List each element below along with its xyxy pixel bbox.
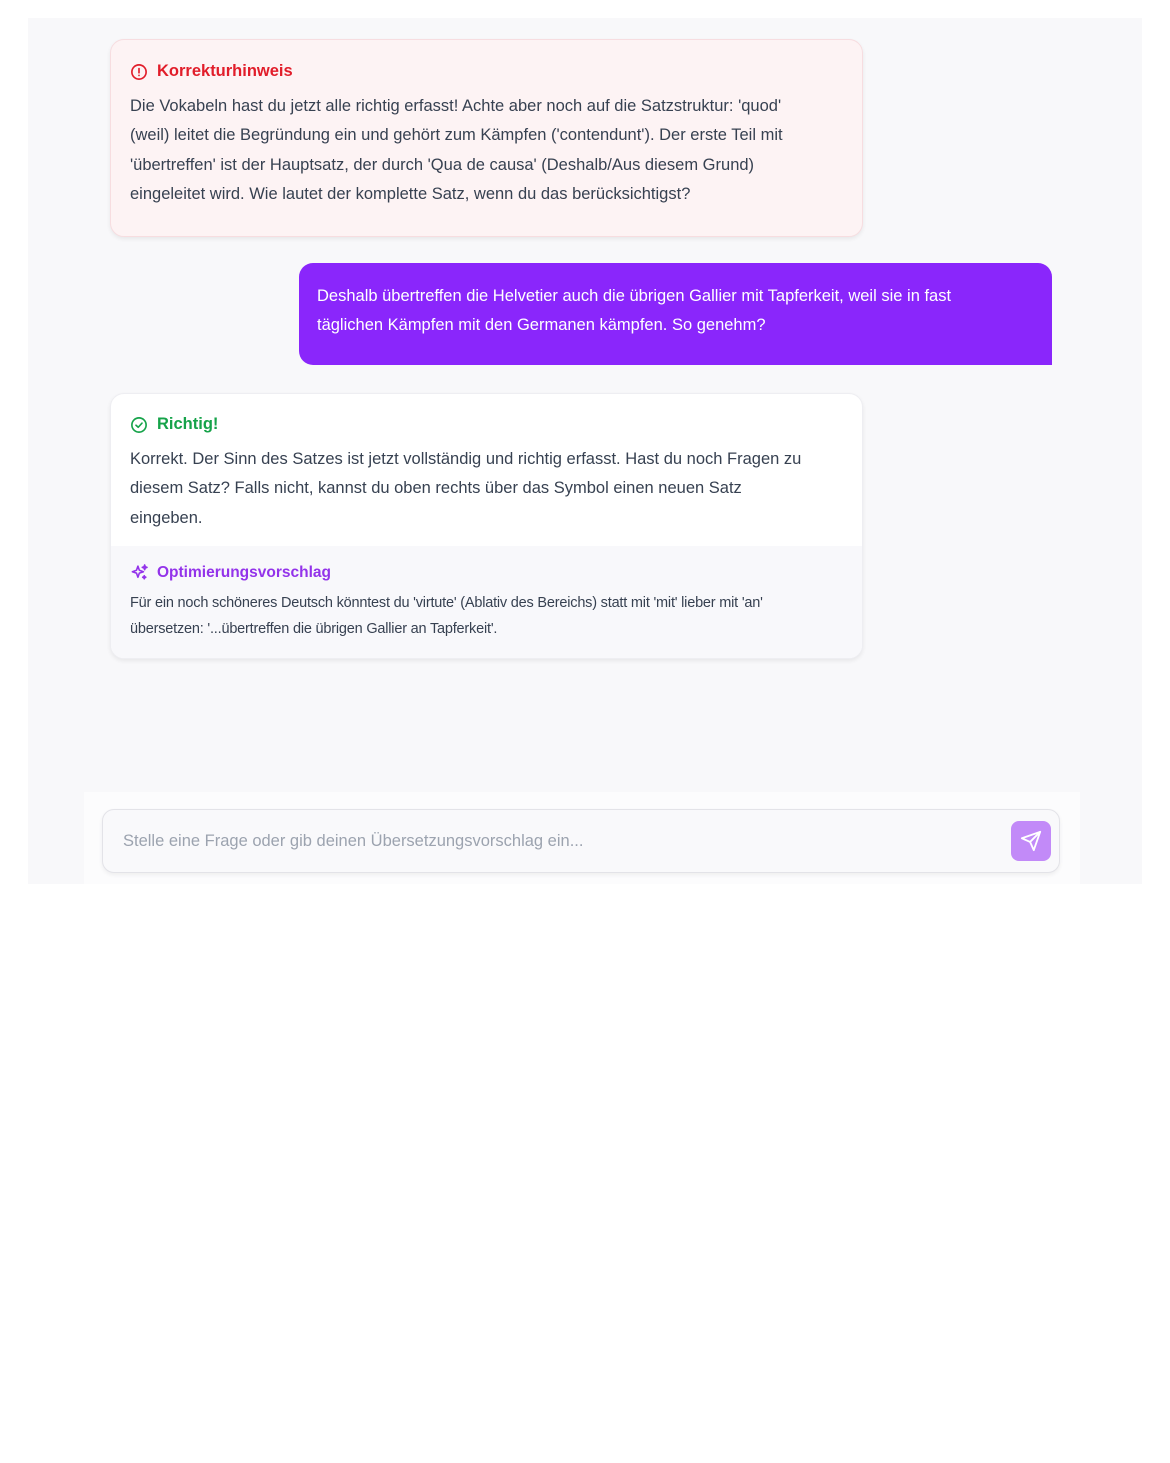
correct-message [110, 393, 863, 659]
suggestion-header [130, 563, 842, 582]
correct-title: Richtig! [157, 415, 219, 433]
correct-line: Korrekt. Der Sinn des Satzes ist jetzt vollständig und richtig erfasst. Hast du noch Fragen zu [130, 450, 802, 468]
user-message-line: täglichen Kämpfen mit den Germanen kämpfen. So genehm? [317, 315, 766, 334]
suggestion-text [130, 590, 842, 642]
message-input[interactable] [123, 810, 983, 872]
send-button[interactable] [1011, 821, 1051, 861]
correct-line: diesem Satz? Falls nicht, kannst du oben rechts über das Symbol einen neuen Satz [130, 479, 742, 498]
sparkles-icon [130, 563, 149, 582]
optimization-suggestion [111, 546, 862, 659]
correction-message [110, 39, 863, 237]
check-circle-icon [130, 416, 148, 434]
correction-header [130, 62, 842, 81]
suggestion-line: übersetzen: '...übertreffen die übrigen Gallier an Tapferkeit'. [130, 621, 498, 637]
alert-circle-icon [130, 63, 148, 81]
correction-line: 'übertreffen' ist der Hauptsatz, der durch 'Qua de causa' (Deshalb/Aus diesem Grund) [130, 155, 755, 174]
suggestion-title: Optimierungsvorschlag [157, 563, 331, 581]
user-message [299, 263, 1052, 365]
correction-text [130, 92, 842, 209]
chat-window [28, 18, 1142, 884]
correct-body [111, 394, 862, 546]
correction-title: Korrekturhinweis [157, 62, 293, 80]
correction-line: (weil) leitet die Begründung ein und gehört zum Kämpfen ('contendunt'). Der erste Teil mit [130, 126, 783, 145]
correct-line: eingeben. [130, 508, 203, 527]
correct-header [130, 415, 842, 434]
correct-text [130, 445, 842, 533]
correction-line: eingeleitet wird. Wie lautet der komplette Satz, wenn du das berücksichtigst? [130, 184, 691, 203]
composer-bar [84, 792, 1080, 884]
correction-line: Die Vokabeln hast du jetzt alle richtig erfasst! Achte aber noch auf die Satzstruktur: 'quod' [130, 97, 782, 115]
composer-box [102, 809, 1060, 873]
suggestion-line: Für ein noch schöneres Deutsch könntest du 'virtute' (Ablativ des Bereichs) statt mit 'mit' lieber mit 'an' [130, 595, 763, 611]
user-message-line: Deshalb übertreffen die Helvetier auch die übrigen Gallier mit Tapferkeit, weil sie in fast [317, 287, 952, 305]
send-icon [1020, 830, 1042, 852]
